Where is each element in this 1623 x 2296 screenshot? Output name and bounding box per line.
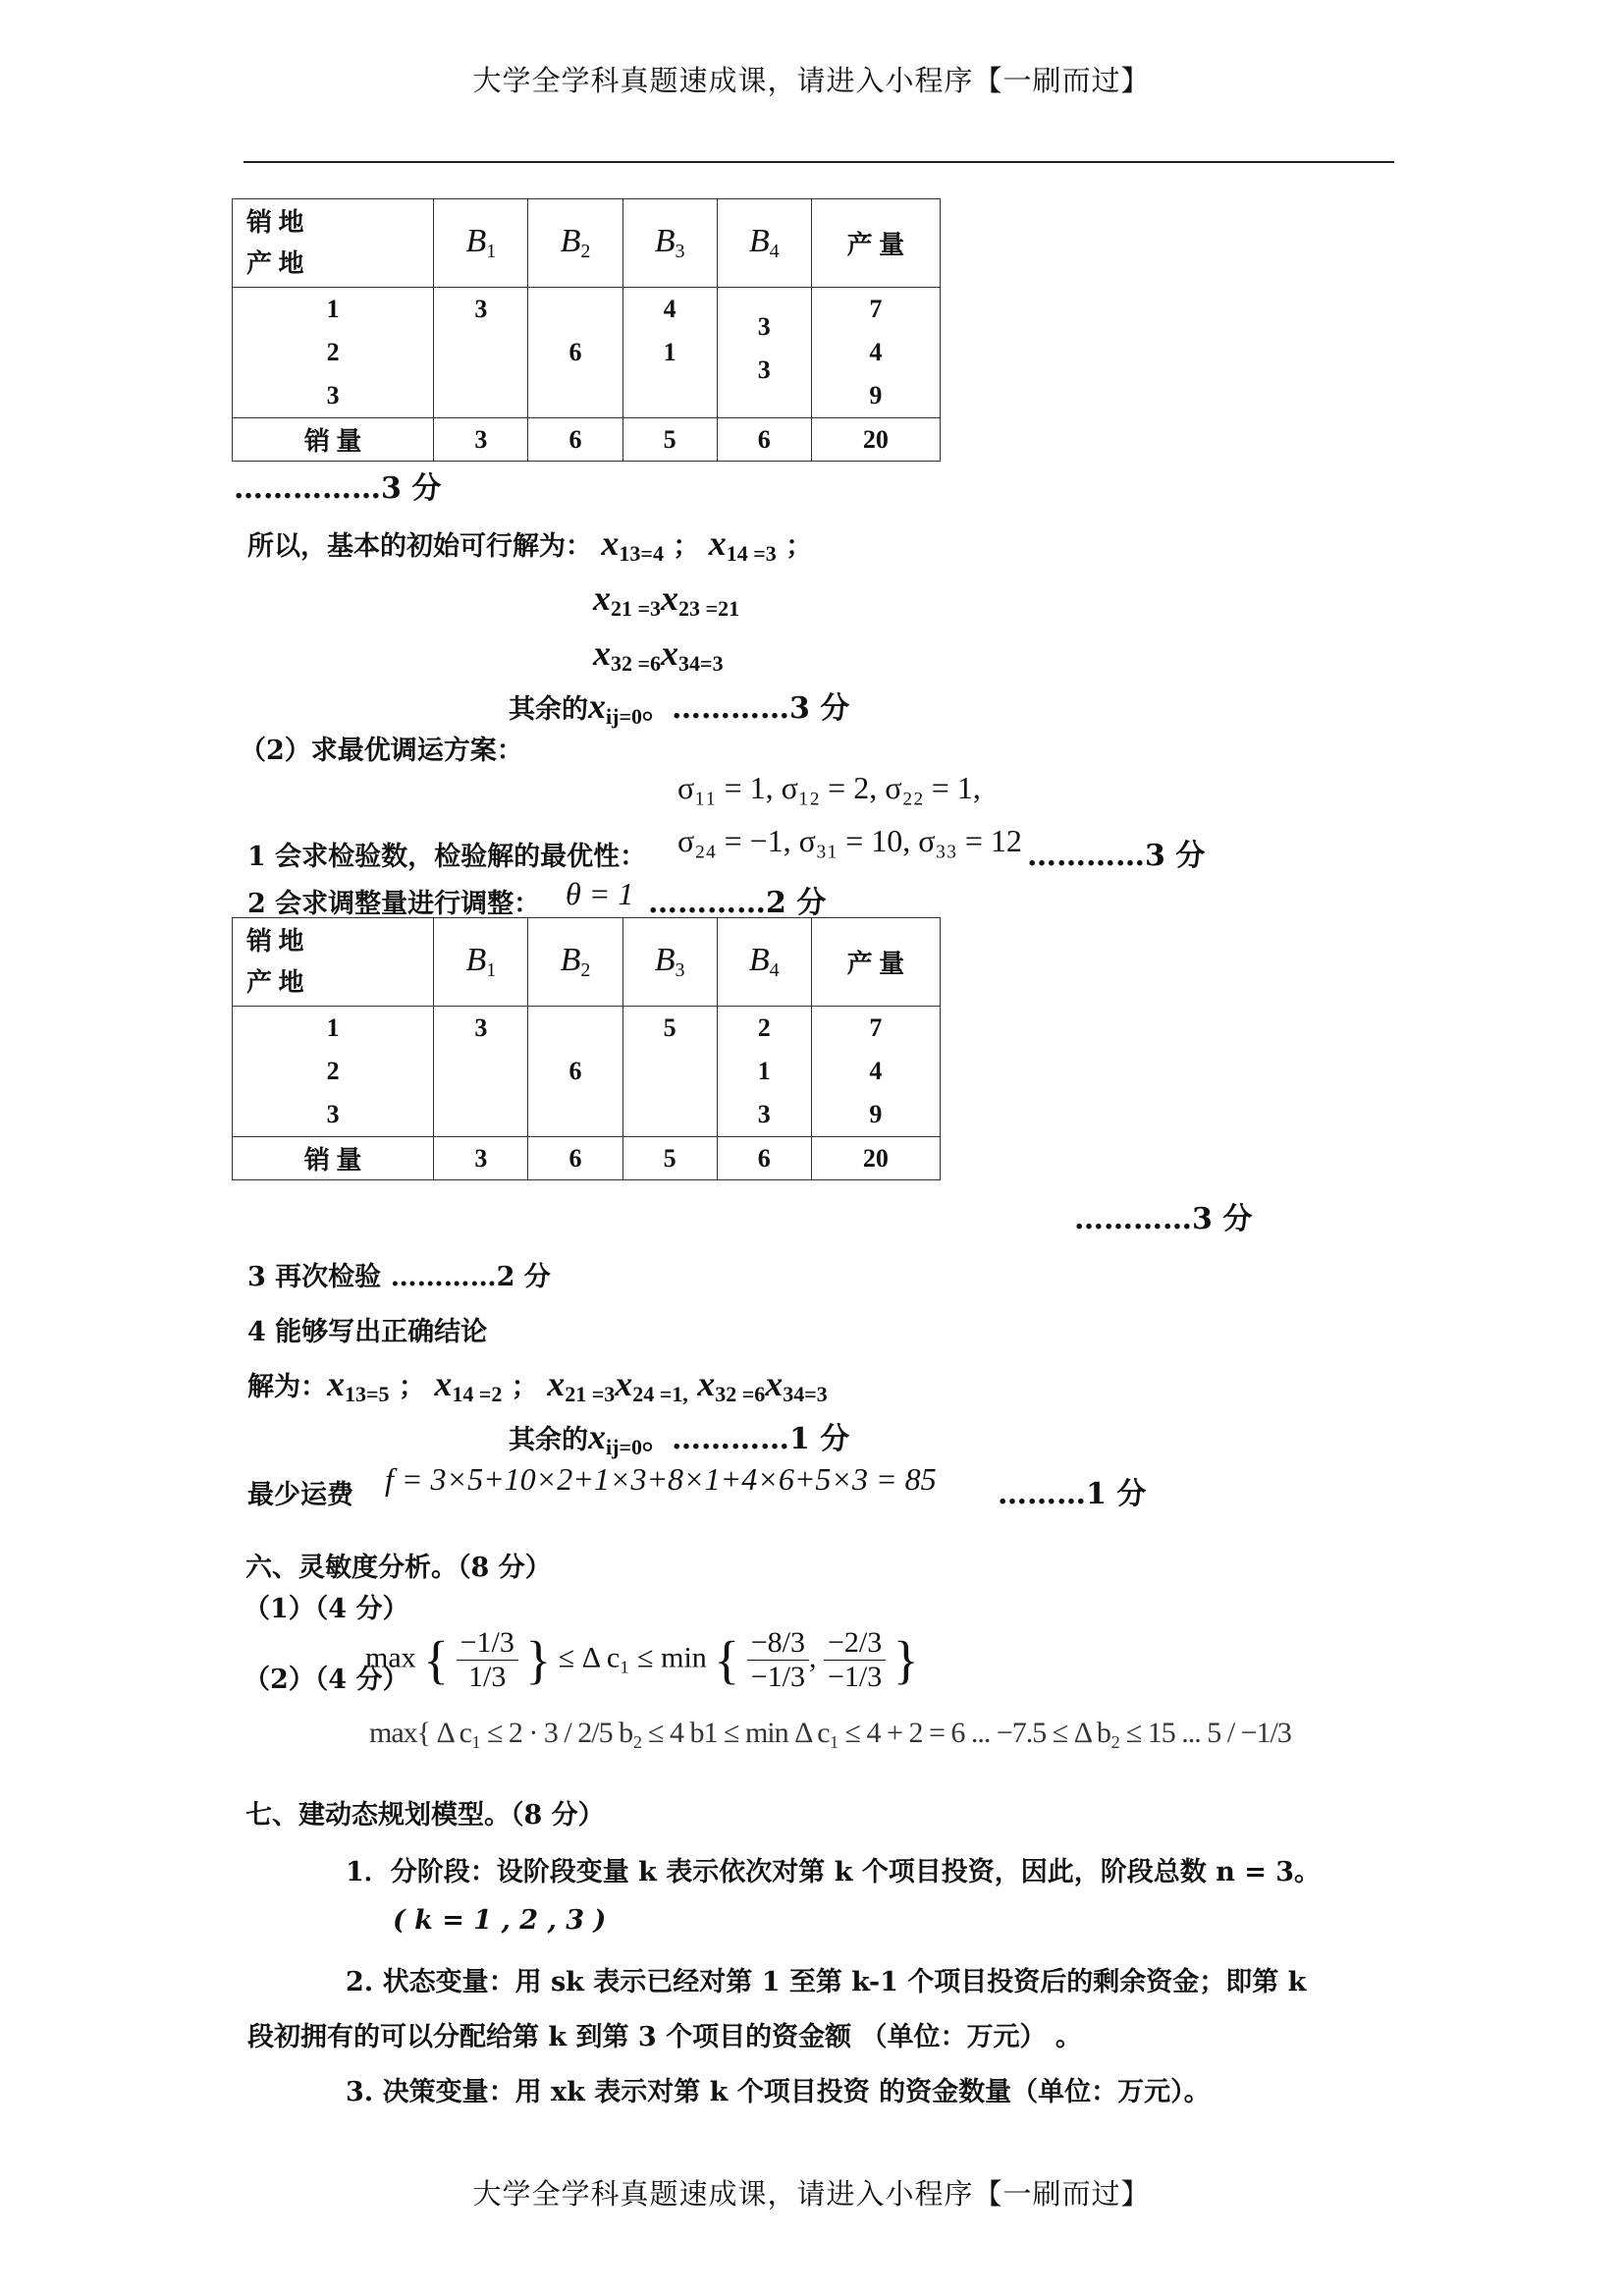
dp-step-2-cont: 段初拥有的可以分配给第 k 到第 3 个项目的资金额 （单位：万元） 。 <box>247 2022 1082 2052</box>
cell-b3: 5 <box>622 1007 717 1137</box>
min-cost-formula: f = 3×5+10×2+1×3+8×1+4×6+5×3 = 85 <box>385 1461 937 1497</box>
step-2-score: …………2 分 <box>648 886 827 920</box>
cell-b2: 6 <box>528 288 622 418</box>
cell-b3: 4 1 <box>622 288 717 418</box>
step-2: 2 会求调整量进行调整： <box>247 889 541 919</box>
col-header-b2: $B_2$ <box>528 199 622 288</box>
cell-b4: 3 3 <box>717 288 811 418</box>
sales-b2: 6 <box>528 1137 622 1180</box>
sales-total: 20 <box>811 418 940 462</box>
cell-b1: 3 <box>434 1007 528 1137</box>
step-1-score: …………3 分 <box>1027 839 1206 873</box>
table-corner: 销 地 产 地 <box>233 918 434 1007</box>
dp-step-1-range: ( k = 1 , 2 , 3 ) <box>393 1905 607 1936</box>
sales-label: 销 量 <box>233 418 434 462</box>
sales-b4: 6 <box>717 418 811 462</box>
section-2-title: （2）求最优调运方案： <box>240 736 523 766</box>
step-4: 4 能够写出正确结论 <box>247 1317 488 1347</box>
theta-value: θ = 1 <box>566 876 634 911</box>
sigma-line-1: σ₁₁ = 1, σ₁₂ = 2, σ₂₂ = 1, <box>677 770 981 805</box>
section-6-title: 六、灵敏度分析。（8 分） <box>245 1553 552 1583</box>
min-cost-score: ………1 分 <box>998 1477 1147 1511</box>
sales-b1: 3 <box>434 418 528 462</box>
section-7-title: 七、建动态规划模型。（8 分） <box>245 1800 605 1831</box>
col-header-production: 产 量 <box>811 199 940 288</box>
sales-b1: 3 <box>434 1137 528 1180</box>
header-rule <box>243 161 1394 163</box>
dp-step-1: 1．分阶段：设阶段变量 k 表示依次对第 k 个项目投资，因此，阶段总数 n = 3。 <box>346 1857 1322 1887</box>
col-header-b3: $B_3$ <box>622 199 717 288</box>
production-list: 7 4 9 <box>811 288 940 418</box>
initial-solution-row2: $x_{21 =3}x_{23 =21}$ <box>593 578 740 621</box>
sales-b4: 6 <box>717 1137 811 1180</box>
sigma-line-2: σ₂₄ = −1, σ₃₁ = 10, σ₃₃ = 12 <box>677 823 1022 858</box>
step-3: 3 再次检验 …………2 分 <box>247 1262 551 1292</box>
dp-step-2: 2. 状态变量：用 sk 表示已经对第 1 至第 k-1 个项目投资后的剩余资金；即第 k <box>346 1967 1307 1997</box>
production-list: 7 4 9 <box>811 1007 940 1137</box>
rest-zero-1: 其余的$x_{ij=0}$。…………3 分 <box>509 686 850 729</box>
sales-total: 20 <box>811 1137 940 1180</box>
section-6-part1: （1）（4 分） <box>243 1594 409 1624</box>
col-header-b3: $B_3$ <box>622 918 717 1007</box>
origin-list: 1 2 3 <box>233 288 434 418</box>
col-header-b4: $B_4$ <box>717 918 811 1007</box>
section-6-part2: （2）（4 分） <box>243 1665 409 1695</box>
col-header-production: 产 量 <box>811 918 940 1007</box>
initial-solution-row3: $x_{32 =6}x_{34=3}$ <box>593 633 724 676</box>
score-table1: ……………3 分 <box>234 471 442 506</box>
dp-step-3: 3. 决策变量：用 xk 表示对第 k 个项目投资 的资金数量（单位：万元）。 <box>346 2077 1211 2107</box>
col-header-b1: $B_1$ <box>434 918 528 1007</box>
transport-table-adjusted <box>232 917 941 1180</box>
col-header-b4: $B_4$ <box>717 199 811 288</box>
sales-label: 销 量 <box>233 1137 434 1180</box>
origin-list: 1 2 3 <box>233 1007 434 1137</box>
score-table2: …………3 分 <box>1074 1202 1253 1236</box>
col-header-b1: $B_1$ <box>434 199 528 288</box>
final-solution: 解为：$x_{13=5}$ ； $x_{14 =2}$ ； $x_{21 =3}x_{24 =1,}$ $x_{32 =6}x_{34=3}$ <box>247 1364 828 1406</box>
sales-b3: 5 <box>622 418 717 462</box>
table-corner: 销 地 产 地 <box>233 199 434 288</box>
transport-table-initial <box>232 198 941 462</box>
col-header-b2: $B_2$ <box>528 918 622 1007</box>
cell-b1: 3 <box>434 288 528 418</box>
page-header: 大学全学科真题速成课，请进入小程序【一刷而过】 <box>472 64 1151 97</box>
min-cost-label: 最少运费 <box>247 1480 353 1510</box>
page-footer: 大学全学科真题速成课，请进入小程序【一刷而过】 <box>472 2177 1151 2211</box>
sales-b2: 6 <box>528 418 622 462</box>
sales-b3: 5 <box>622 1137 717 1180</box>
step-1: 1 会求检验数，检验解的最优性： <box>247 842 647 872</box>
rest-zero-2: 其余的$x_{ij=0}$。…………1 分 <box>509 1417 850 1459</box>
initial-solution-label: 所以，基本的初始可行解为： $x_{13=4}$ ； $x_{14 =3}$ ； <box>247 523 813 566</box>
sensitivity-formula-2-overlapped: max{ Δ c₁ ≤ 2 · 3 / 2/5 b₂ ≤ 4 b1 ≤ min Δ c₁ ≤ 4 + 2 = 6 ... −7.5 ≤ Δ b₂ ≤ 15 ... 5 / −1/3 <box>369 1717 1291 1749</box>
cell-b2: 6 <box>528 1007 622 1137</box>
cell-b4: 2 1 3 <box>717 1007 811 1137</box>
sensitivity-formula-1: max { $\frac{-1/3}{1/3}$ } ≤ Δ c₁ ≤ min { $\frac{-8/3}{-1/3}$ , $\frac{-2/3}{-1/3}$ } <box>365 1626 919 1693</box>
